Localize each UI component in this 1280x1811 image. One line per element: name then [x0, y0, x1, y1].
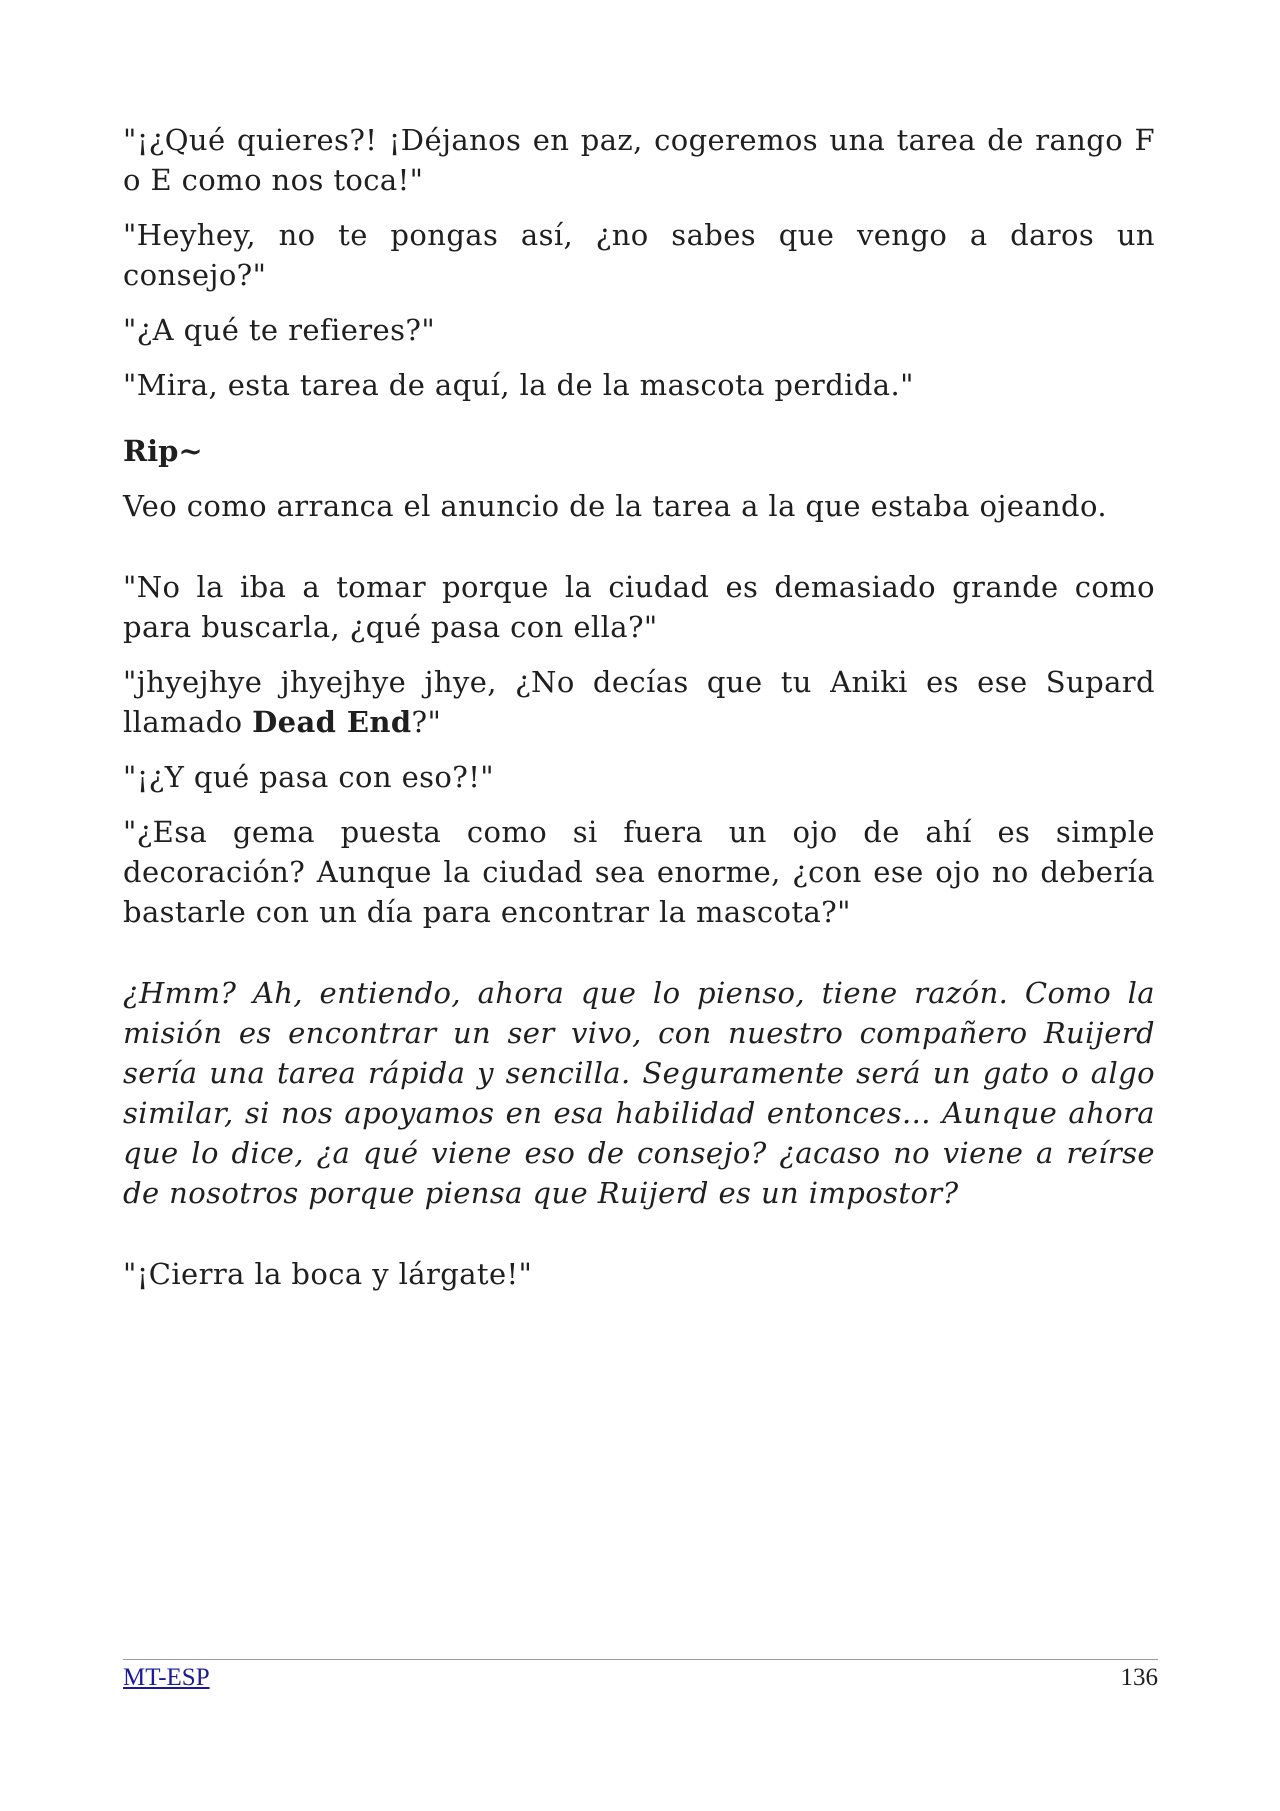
dialogue-paragraph: "Mira, esta tarea de aquí, la de la mascota perdida."	[123, 368, 914, 402]
dialogue-paragraph: "¡Cierra la boca y lárgate!"	[123, 1257, 533, 1291]
inner-thought-paragraph: ¿Hmm? Ah, entiendo, ahora que lo pienso, tiene razón. Como la misión es encontrar un ser vivo, con nuestro compañero Ruijerd sería una tarea rápida y sencilla. Seguramente será un gato o algo similar, si nos apoyamos en esa habilidad entonces... Aunque ahora que lo dice, ¿a qué viene eso de consejo? ¿acaso no viene a reírse de nosotros porque piensa que Ruijerd es un impostor?	[123, 976, 1155, 1210]
footer-site-link[interactable]: MT-ESP	[123, 1664, 210, 1691]
page-body	[123, 120, 1155, 1309]
dialogue-paragraph: "¿Esa gema puesta como si fuera un ojo de ahí es simple decoración? Aunque la ciudad sea enorme, ¿con ese ojo no debería bastarle con un día para encontrar la mascota?"	[123, 815, 1155, 929]
dialogue-paragraph-with-bold	[123, 662, 1155, 742]
sound-effect-heading: Rip~	[123, 434, 203, 468]
bold-name: Dead End	[252, 705, 412, 739]
dialogue-paragraph: "¿A qué te refieres?"	[123, 313, 436, 347]
dialogue-text-end: ?"	[411, 705, 442, 739]
dialogue-paragraph: "¡¿Y qué pasa con eso?!"	[123, 760, 495, 794]
page-footer	[123, 1659, 1158, 1693]
dialogue-paragraph: "Heyhey, no te pongas así, ¿no sabes que vengo a daros un consejo?"	[123, 218, 1155, 292]
dialogue-text: "jhyejhye jhyejhye jhye, ¿No decías que tu Aniki es ese Supard llamado	[123, 665, 1155, 739]
page-number: 136	[1120, 1664, 1158, 1691]
narration-paragraph: Veo como arranca el anuncio de la tarea a la que estaba ojeando.	[123, 489, 1107, 523]
dialogue-paragraph: "¡¿Qué quieres?! ¡Déjanos en paz, cogeremos una tarea de rango F o E como nos toca!"	[123, 123, 1155, 197]
dialogue-paragraph: "No la iba a tomar porque la ciudad es demasiado grande como para buscarla, ¿qué pasa con ella?"	[123, 570, 1155, 644]
